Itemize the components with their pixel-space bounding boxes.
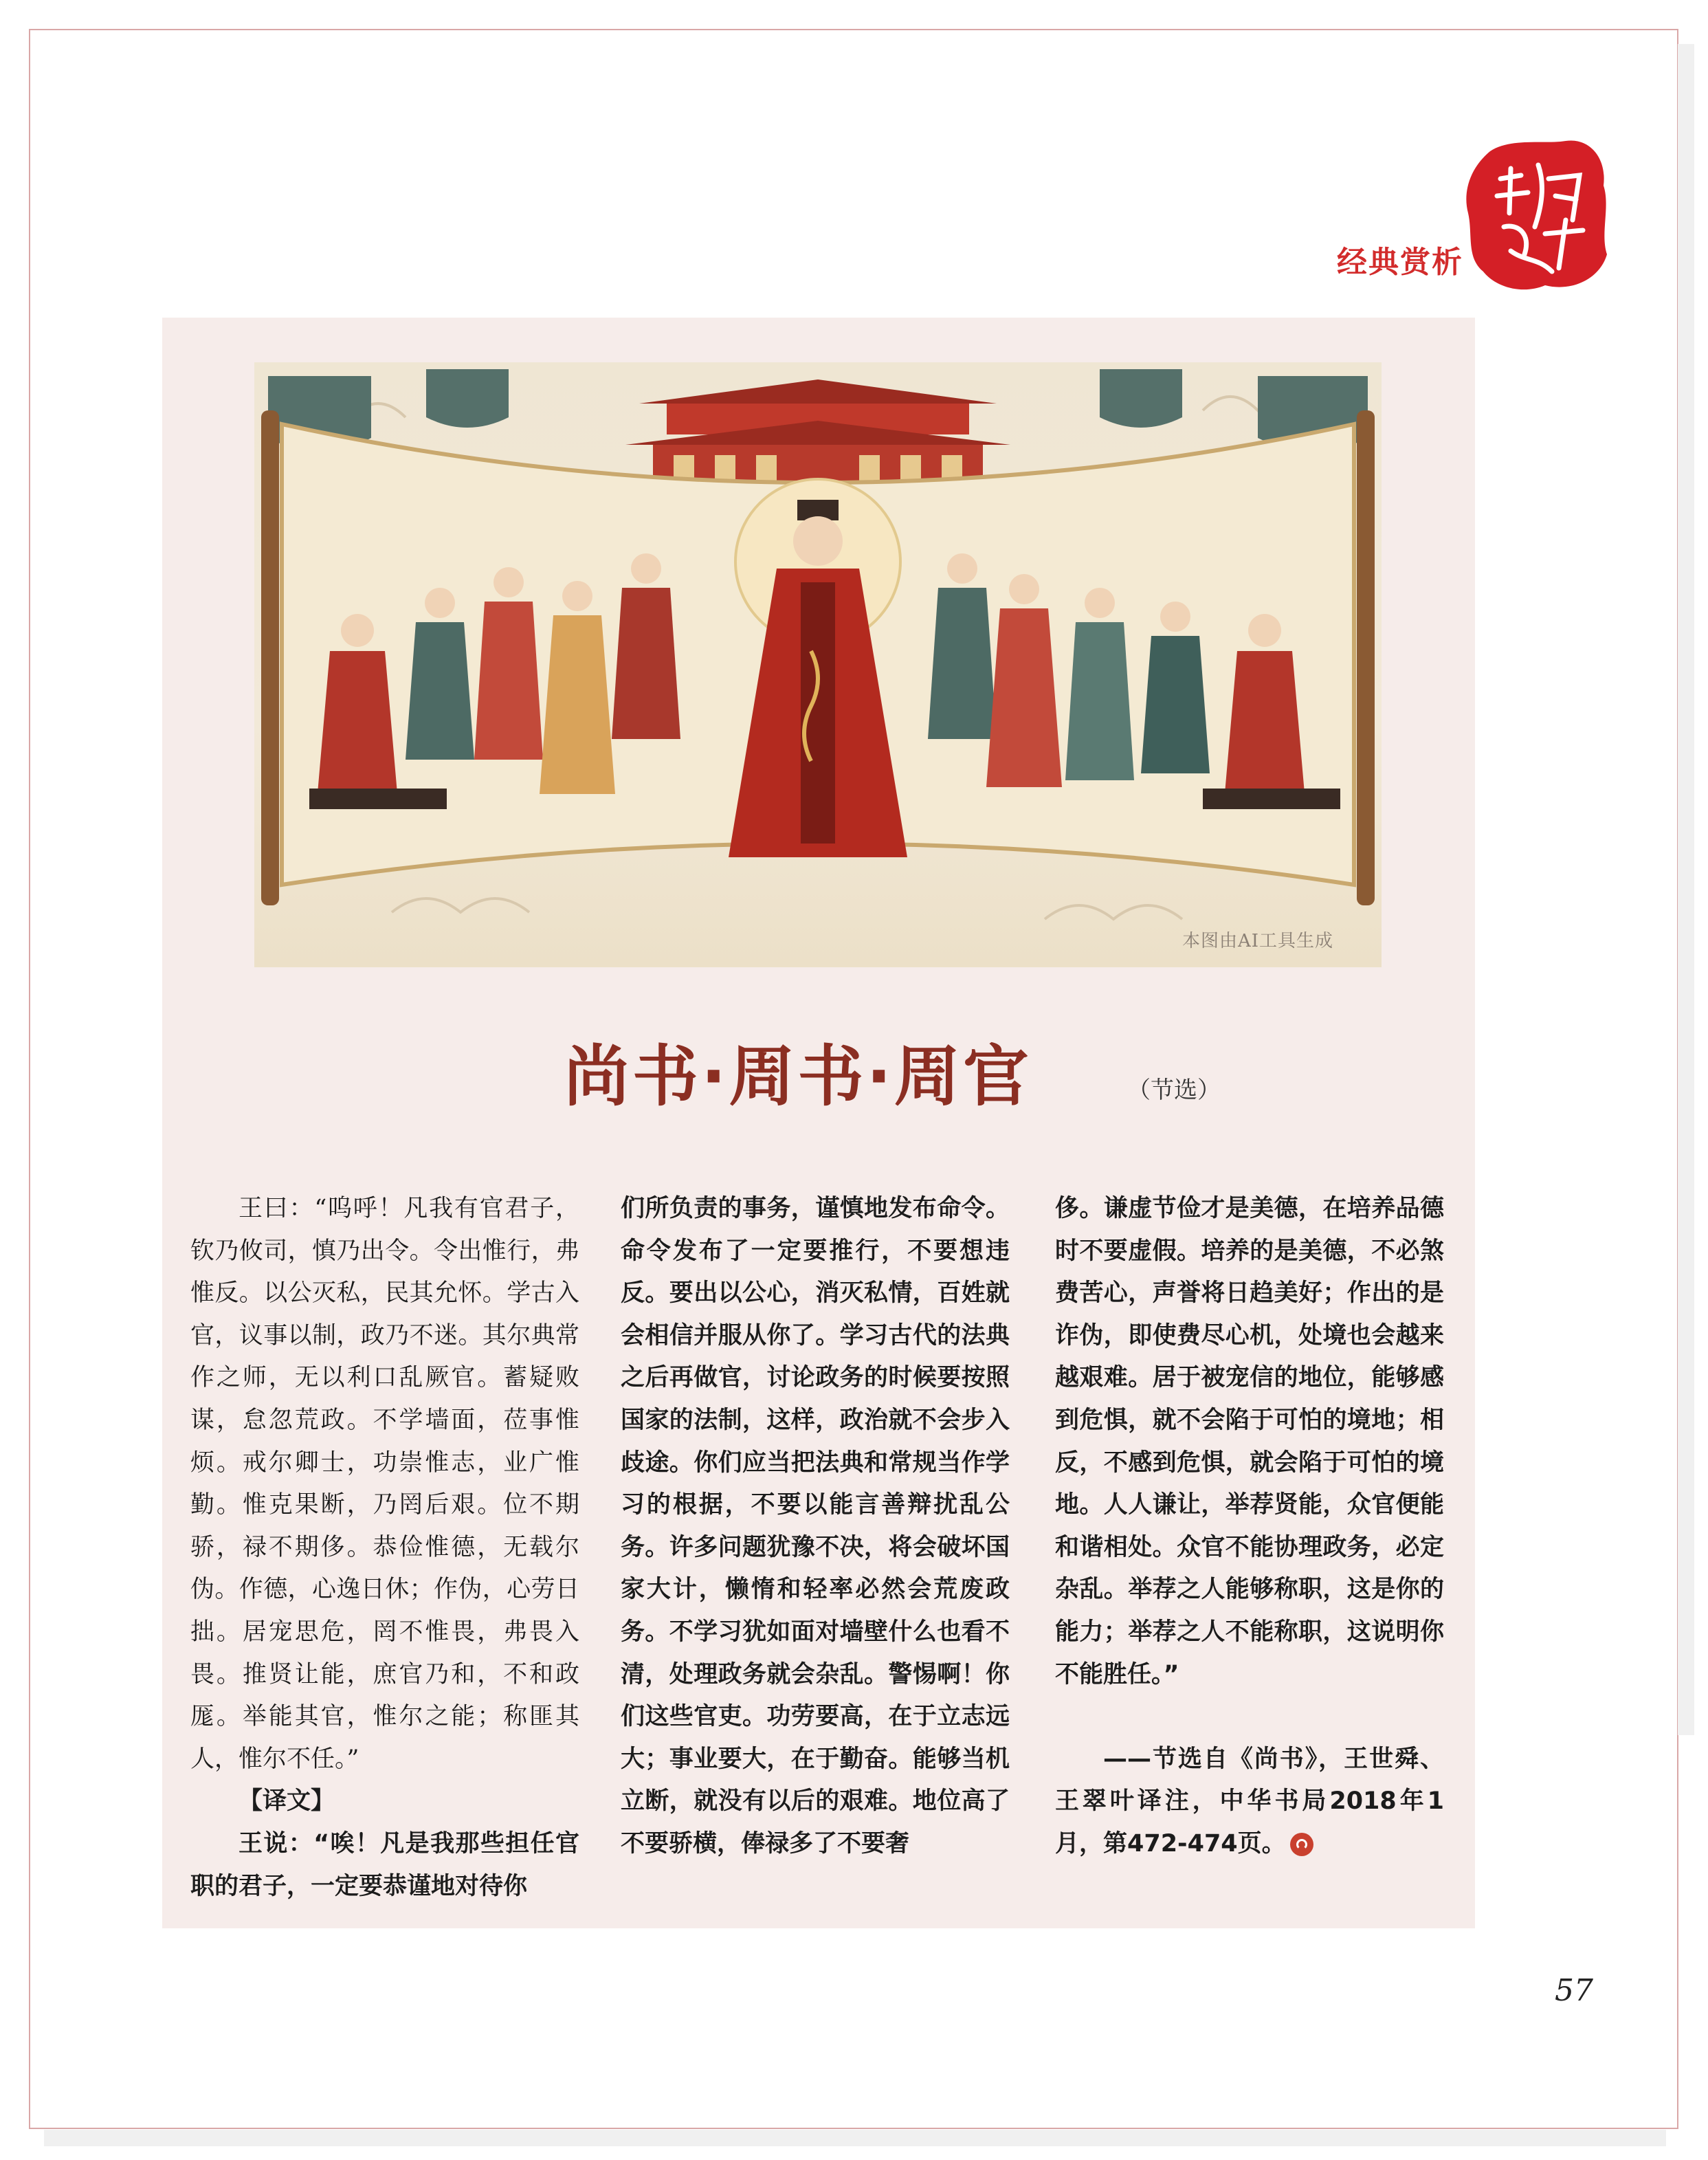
original-text: 王曰：“呜呼！凡我有官君子，钦乃攸司，慎乃出令。令出惟行，弗惟反。以公灭私，民其允怀。学古入官，议事以制，政乃不迷。其尔典常作之师，无以利口乱厥官。蓄疑败谋，怠忽荒政。不学墙面，莅事惟烦。戒尔卿士，功崇惟志，业广惟勤。惟克果断，乃罔后艰。位不期骄，禄不期侈。恭俭惟德，无载尔伪。作德，心逸日休；作伪，心劳日拙。居宠思危，罔不惟畏，弗畏入畏。推贤让能，庶官乃和，不和政厖。举能其官，惟尔之能；称匪其人，惟尔不任。” xyxy=(190,1195,579,1773)
court-scene-illustration xyxy=(254,362,1382,967)
text-column-1 xyxy=(190,1188,579,1908)
text-column-2 xyxy=(621,1188,1010,1866)
translation-paragraph-end: 侈。谦虚节俭才是美德，在培养品德时不要虚假。培养的是美德，不必煞费苦心，声誉将日趋美好；作出的是诈伪，即使费尽心机，处境也会越来越艰难。居于被宠信的地位，能够感到危惧，就不会陷于可怕的境地；相反，不感到危惧，就会陷于可怕的境地。人人谦让，举荐贤能，众官便能和谐相处。众官不能协理政务，必定杂乱。举荐之人能够称职，这是你的能力；举荐之人不能称职，这说明你不能胜任。” xyxy=(1055,1195,1444,1688)
figure-caption: 本图由AI工具生成 xyxy=(1182,931,1333,951)
article-title: 尚书·周书·周官 xyxy=(564,1038,1032,1115)
section-label: 经典赏析 xyxy=(1337,245,1463,280)
translation-paragraph-start: 王说：“唉！凡是我那些担任官职的君子，一定要恭谨地对待你 xyxy=(190,1829,579,1900)
brand-seal-logo xyxy=(1463,137,1614,296)
page-number: 57 xyxy=(1555,1973,1593,2008)
translation-heading: 【译文】 xyxy=(239,1787,335,1816)
title-note: （节选） xyxy=(1127,1077,1221,1104)
text-column-3 xyxy=(1055,1188,1444,1866)
page-edge-shadow-bottom xyxy=(44,2130,1666,2146)
translation-paragraph-middle: 们所负责的事务，谨慎地发布命令。命令发布了一定要推行，不要想违反。要出以公心，消灭私情，百姓就会相信并服从你了。学习古代的法典之后再做官，讨论政务的时候要按照国家的法制，这样，政治就不会步入歧途。你们应当把法典和常规当作学习的根据，不要以能言善辩扰乱公务。许多问题犹豫不决，将会破坏国家大计，懒惰和轻率必然会荒废政务。不学习犹如面对墙壁什么也看不清，处理政务就会杂乱。警惕啊！你们这些官吏。功劳要高，在于立志远大；事业要大，在于勤奋。能够当机立断，就没有以后的艰难。地位高了不要骄横，俸禄多了不要奢 xyxy=(621,1195,1010,1858)
source-citation xyxy=(1055,1739,1444,1866)
end-mark-icon xyxy=(1290,1833,1313,1856)
source-citation-text: ——节选自《尚书》，王世舜、王翠叶译注，中华书局2018年1月，第472-474页。 xyxy=(1055,1745,1444,1858)
page-edge-shadow xyxy=(1678,44,1694,1735)
